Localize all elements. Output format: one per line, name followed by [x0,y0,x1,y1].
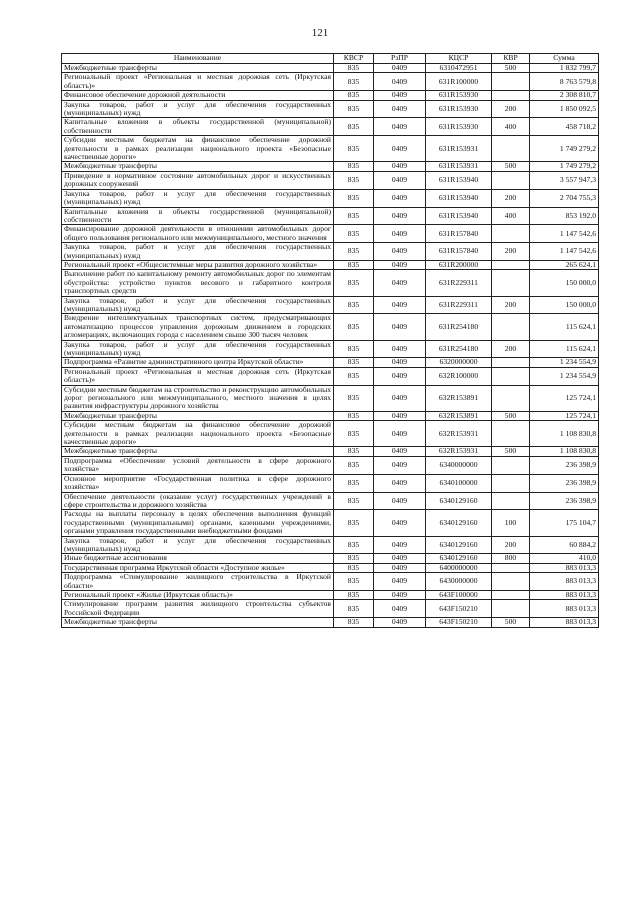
cell-rzpr: 0409 [374,474,426,492]
header-sum: Сумма [530,54,599,64]
table-row [62,136,599,162]
table-row [62,340,599,358]
cell-sum: 115 624,1 [530,314,599,340]
cell-kvr [492,260,530,269]
cell-rzpr: 0409 [374,91,426,100]
cell-rzpr: 0409 [374,358,426,367]
cell-rzpr: 0409 [374,225,426,243]
cell-sum: 2 308 810,7 [530,91,599,100]
table-row [62,73,599,91]
cell-kvr [492,225,530,243]
table-row [62,100,599,118]
cell-kvr: 200 [492,296,530,314]
cell-name: Региональный проект «Жилье (Иркутская область)» [62,590,334,599]
cell-kcsr: 631R153931 [426,162,492,171]
cell-rzpr: 0409 [374,421,426,447]
cell-kvr: 200 [492,189,530,207]
cell-kcsr: 631R153930 [426,100,492,118]
table-row [62,447,599,456]
table-header-row [62,54,599,64]
table-row [62,91,599,100]
cell-name: Стимулирование программ развития жилищного строительства субъектов Российской Федерации [62,600,334,618]
cell-kcsr: 632R153891 [426,385,492,411]
table-row [62,207,599,225]
table-row [62,554,599,563]
cell-kvr: 200 [492,536,530,554]
cell-kcsr: 6340129160 [426,510,492,536]
cell-name: Межбюджетные трансферты [62,411,334,420]
cell-kvr [492,474,530,492]
cell-rzpr: 0409 [374,456,426,474]
cell-kvsr: 835 [334,207,374,225]
cell-kvsr: 835 [334,474,374,492]
cell-sum: 1 234 554,9 [530,367,599,385]
cell-kvr: 500 [492,411,530,420]
cell-kvr: 500 [492,162,530,171]
cell-rzpr: 0409 [374,590,426,599]
table-row [62,385,599,411]
cell-rzpr: 0409 [374,136,426,162]
cell-name: Закупка товаров, работ и услуг для обеспечения государственных (муниципальных) нужд [62,189,334,207]
cell-kvsr: 835 [334,367,374,385]
cell-sum: 2 704 755,3 [530,189,599,207]
cell-kcsr: 631R229311 [426,270,492,296]
cell-kvr [492,421,530,447]
cell-kvsr: 835 [334,456,374,474]
cell-sum: 1 108 830,8 [530,421,599,447]
cell-name: Капитальные вложения в объекты государственной (муниципальной) собственности [62,207,334,225]
table-row [62,270,599,296]
cell-kvr: 800 [492,554,530,563]
cell-kvsr: 835 [334,260,374,269]
table-row [62,474,599,492]
cell-name: Основное мероприятие «Государственная политика в сфере дорожного хозяйства» [62,474,334,492]
cell-kcsr: 631R254180 [426,340,492,358]
cell-name: Региональный проект «Региональная и местная дорожная сеть (Иркутская область)» [62,367,334,385]
table-body [62,64,599,628]
cell-kcsr: 631R153930 [426,118,492,136]
cell-kcsr: 6320000000 [426,358,492,367]
cell-rzpr: 0409 [374,447,426,456]
cell-name: Межбюджетные трансферты [62,447,334,456]
table-row [62,296,599,314]
cell-kvr [492,314,530,340]
cell-sum: 883 013,3 [530,600,599,618]
cell-kcsr: 631R200000 [426,260,492,269]
cell-name: Закупка товаров, работ и услуг для обеспечения государственных (муниципальных) нужд [62,536,334,554]
cell-kvr [492,91,530,100]
cell-sum: 1 234 554,9 [530,358,599,367]
cell-sum: 883 013,3 [530,618,599,627]
cell-kvr [492,136,530,162]
cell-kvr: 400 [492,118,530,136]
cell-kvsr: 835 [334,118,374,136]
table-row [62,358,599,367]
cell-kvsr: 835 [334,590,374,599]
cell-kvr: 200 [492,340,530,358]
cell-kvsr: 835 [334,136,374,162]
cell-rzpr: 0409 [374,492,426,510]
cell-name: Подпрограмма «Развитие административного центра Иркутской области» [62,358,334,367]
cell-name: Финансовое обеспечение дорожной деятельности [62,91,334,100]
cell-rzpr: 0409 [374,207,426,225]
cell-name: Обеспечение деятельности (оказание услуг) государственных учреждений в сфере строительства и дорожного хозяйства [62,492,334,510]
cell-rzpr: 0409 [374,510,426,536]
cell-name: Межбюджетные трансферты [62,162,334,171]
cell-name: Межбюджетные трансферты [62,64,334,73]
table-row [62,510,599,536]
cell-sum: 8 763 579,8 [530,73,599,91]
cell-kvr [492,563,530,572]
cell-sum: 236 398,9 [530,456,599,474]
cell-rzpr: 0409 [374,118,426,136]
cell-sum: 1 850 092,5 [530,100,599,118]
cell-name: Капитальные вложения в объекты государственной (муниципальной) собственности [62,118,334,136]
cell-sum: 265 624,1 [530,260,599,269]
cell-sum: 458 718,2 [530,118,599,136]
cell-kcsr: 631R254180 [426,314,492,340]
cell-sum: 1 147 542,6 [530,225,599,243]
cell-kvr: 200 [492,100,530,118]
cell-sum: 883 013,3 [530,563,599,572]
table-row [62,600,599,618]
cell-name: Субсидии местным бюджетам на финансовое обеспечение дорожной деятельности в рамках реализации национального проекта «Безопасные качественные дороги» [62,136,334,162]
cell-kvsr: 835 [334,447,374,456]
cell-rzpr: 0409 [374,536,426,554]
cell-rzpr: 0409 [374,171,426,189]
cell-sum: 1 108 830,8 [530,447,599,456]
cell-kvr [492,270,530,296]
cell-kvsr: 835 [334,600,374,618]
cell-name: Подпрограмма «Стимулирование жилищного строительства в Иркутской области» [62,573,334,591]
cell-kvr: 200 [492,243,530,261]
cell-name: Выполнение работ по капитальному ремонту автомобильных дорог по элементам обустройства: устройство пунктов весового и габаритного контроля транспортных средств [62,270,334,296]
cell-kvr [492,456,530,474]
cell-kvr [492,492,530,510]
cell-kvr [492,600,530,618]
cell-kcsr: 631R157840 [426,243,492,261]
cell-rzpr: 0409 [374,618,426,627]
cell-sum: 236 398,9 [530,474,599,492]
cell-kvsr: 835 [334,411,374,420]
cell-kvr [492,367,530,385]
cell-rzpr: 0409 [374,600,426,618]
cell-kvr: 500 [492,64,530,73]
cell-kvr: 500 [492,447,530,456]
table-row [62,171,599,189]
cell-kcsr: 6430000000 [426,573,492,591]
cell-rzpr: 0409 [374,314,426,340]
cell-kvsr: 835 [334,618,374,627]
cell-rzpr: 0409 [374,64,426,73]
budget-table [61,53,599,628]
cell-kcsr: 6310472951 [426,64,492,73]
cell-kvsr: 835 [334,573,374,591]
cell-sum: 1 832 799,7 [530,64,599,73]
cell-kcsr: 631R229311 [426,296,492,314]
cell-name: Субсидии местным бюджетам на финансовое обеспечение дорожной деятельности в рамках реализации национального проекта «Безопасные качественные дороги» [62,421,334,447]
cell-name: Иные бюджетные ассигнования [62,554,334,563]
cell-kcsr: 6340129160 [426,554,492,563]
cell-kvsr: 835 [334,296,374,314]
cell-name: Финансирование дорожной деятельности в отношении автомобильных дорог общего пользования регионального или межмуниципального, местного значения [62,225,334,243]
cell-kvsr: 835 [334,314,374,340]
cell-kcsr: 6400000000 [426,563,492,572]
cell-rzpr: 0409 [374,563,426,572]
table-row [62,536,599,554]
cell-sum: 125 724,1 [530,411,599,420]
cell-sum: 150 000,0 [530,296,599,314]
cell-kvr: 100 [492,510,530,536]
cell-kcsr: 632R100000 [426,367,492,385]
cell-kvsr: 835 [334,536,374,554]
header-rzpr: РзПР [374,54,426,64]
cell-kcsr: 6340129160 [426,536,492,554]
cell-kvr [492,171,530,189]
cell-kcsr: 6340100000 [426,474,492,492]
cell-kcsr: 643F100000 [426,590,492,599]
cell-name: Подпрограмма «Обеспечение условий деятельности в сфере дорожного хозяйства» [62,456,334,474]
cell-rzpr: 0409 [374,189,426,207]
table-row [62,456,599,474]
cell-sum: 883 013,3 [530,573,599,591]
cell-sum: 853 192,0 [530,207,599,225]
cell-sum: 236 398,9 [530,492,599,510]
cell-kvr [492,573,530,591]
cell-kvr [492,385,530,411]
table-row [62,189,599,207]
cell-kvsr: 835 [334,73,374,91]
cell-rzpr: 0409 [374,296,426,314]
table-row [62,492,599,510]
cell-kvsr: 835 [334,171,374,189]
cell-kvsr: 835 [334,554,374,563]
cell-name: Закупка товаров, работ и услуг для обеспечения государственных (муниципальных) нужд [62,296,334,314]
cell-sum: 410,0 [530,554,599,563]
cell-kcsr: 631R153930 [426,91,492,100]
cell-sum: 125 724,1 [530,385,599,411]
cell-kvsr: 835 [334,421,374,447]
cell-name: Приведение в нормативное состояние автомобильных дорог и искусственных дорожных сооружений [62,171,334,189]
cell-kcsr: 631R153940 [426,207,492,225]
cell-name: Закупка товаров, работ и услуг для обеспечения государственных (муниципальных) нужд [62,243,334,261]
cell-rzpr: 0409 [374,385,426,411]
cell-kcsr: 643F150210 [426,618,492,627]
cell-rzpr: 0409 [374,260,426,269]
cell-sum: 3 557 947,3 [530,171,599,189]
cell-kcsr: 631R157840 [426,225,492,243]
table-row [62,573,599,591]
cell-kcsr: 631R153940 [426,189,492,207]
cell-sum: 883 013,3 [530,590,599,599]
cell-name: Государственная программа Иркутской области «Доступное жилье» [62,563,334,572]
cell-kvsr: 835 [334,358,374,367]
cell-kcsr: 632R153891 [426,411,492,420]
page-number: 121 [311,27,329,39]
cell-kvsr: 835 [334,510,374,536]
cell-kcsr: 631R153931 [426,136,492,162]
table-row [62,367,599,385]
cell-name: Закупка товаров, работ и услуг для обеспечения государственных (муниципальных) нужд [62,100,334,118]
cell-kcsr: 6340000000 [426,456,492,474]
cell-kcsr: 6340129160 [426,492,492,510]
cell-sum: 1 147 542,6 [530,243,599,261]
cell-kcsr: 631R100000 [426,73,492,91]
cell-rzpr: 0409 [374,243,426,261]
cell-kvsr: 835 [334,492,374,510]
cell-kvsr: 835 [334,162,374,171]
cell-kvr [492,590,530,599]
cell-kvsr: 835 [334,91,374,100]
table-row [62,243,599,261]
cell-kvr [492,358,530,367]
header-kcsr: КЦСР [426,54,492,64]
table-row [62,618,599,627]
cell-kvr: 500 [492,618,530,627]
cell-kvsr: 835 [334,243,374,261]
cell-rzpr: 0409 [374,573,426,591]
cell-sum: 150 000,0 [530,270,599,296]
cell-name: Закупка товаров, работ и услуг для обеспечения государственных (муниципальных) нужд [62,340,334,358]
cell-kvsr: 835 [334,189,374,207]
cell-kvsr: 835 [334,385,374,411]
cell-name: Расходы на выплаты персоналу в целях обеспечения выполнения функций государственными (муниципальными) органами, казенными учреждениями, органами управления государственными внебюджетными фондами [62,510,334,536]
cell-name: Субсидии местным бюджетам на строительство и реконструкцию автомобильных дорог регионального или межмуниципального, местного значения в целях развития инфраструктуры дорожного хозяйства [62,385,334,411]
cell-sum: 60 884,2 [530,536,599,554]
cell-kcsr: 631R153940 [426,171,492,189]
header-kvsr: КВСР [334,54,374,64]
cell-kvsr: 835 [334,270,374,296]
cell-sum: 1 749 279,2 [530,162,599,171]
cell-name: Внедрение интеллектуальных транспортных систем, предусматривающих автоматизацию процессов управления дорожным движением в городских агломерациях, включающих города с населением свыше 300 тысяч человек [62,314,334,340]
cell-rzpr: 0409 [374,162,426,171]
table-row [62,162,599,171]
cell-sum: 1 749 279,2 [530,136,599,162]
header-name: Наименование [62,54,334,64]
table-row [62,314,599,340]
cell-kvr [492,73,530,91]
cell-rzpr: 0409 [374,367,426,385]
cell-kvsr: 835 [334,563,374,572]
cell-rzpr: 0409 [374,411,426,420]
cell-rzpr: 0409 [374,270,426,296]
cell-kcsr: 632R153931 [426,421,492,447]
table-row [62,421,599,447]
cell-name: Региональный проект «Региональная и местная дорожная сеть (Иркутская область)» [62,73,334,91]
table-row [62,118,599,136]
cell-kvsr: 835 [334,340,374,358]
cell-rzpr: 0409 [374,340,426,358]
cell-kvsr: 835 [334,64,374,73]
cell-kvsr: 835 [334,225,374,243]
cell-rzpr: 0409 [374,554,426,563]
cell-sum: 115 624,1 [530,340,599,358]
cell-name: Межбюджетные трансферты [62,618,334,627]
cell-kvr: 400 [492,207,530,225]
cell-name: Региональный проект «Общесистемные меры развития дорожного хозяйства» [62,260,334,269]
cell-kcsr: 643F150210 [426,600,492,618]
cell-kcsr: 632R153931 [426,447,492,456]
header-kvr: КВР [492,54,530,64]
cell-sum: 175 104,7 [530,510,599,536]
cell-rzpr: 0409 [374,73,426,91]
table-row [62,225,599,243]
cell-kvsr: 835 [334,100,374,118]
cell-rzpr: 0409 [374,100,426,118]
